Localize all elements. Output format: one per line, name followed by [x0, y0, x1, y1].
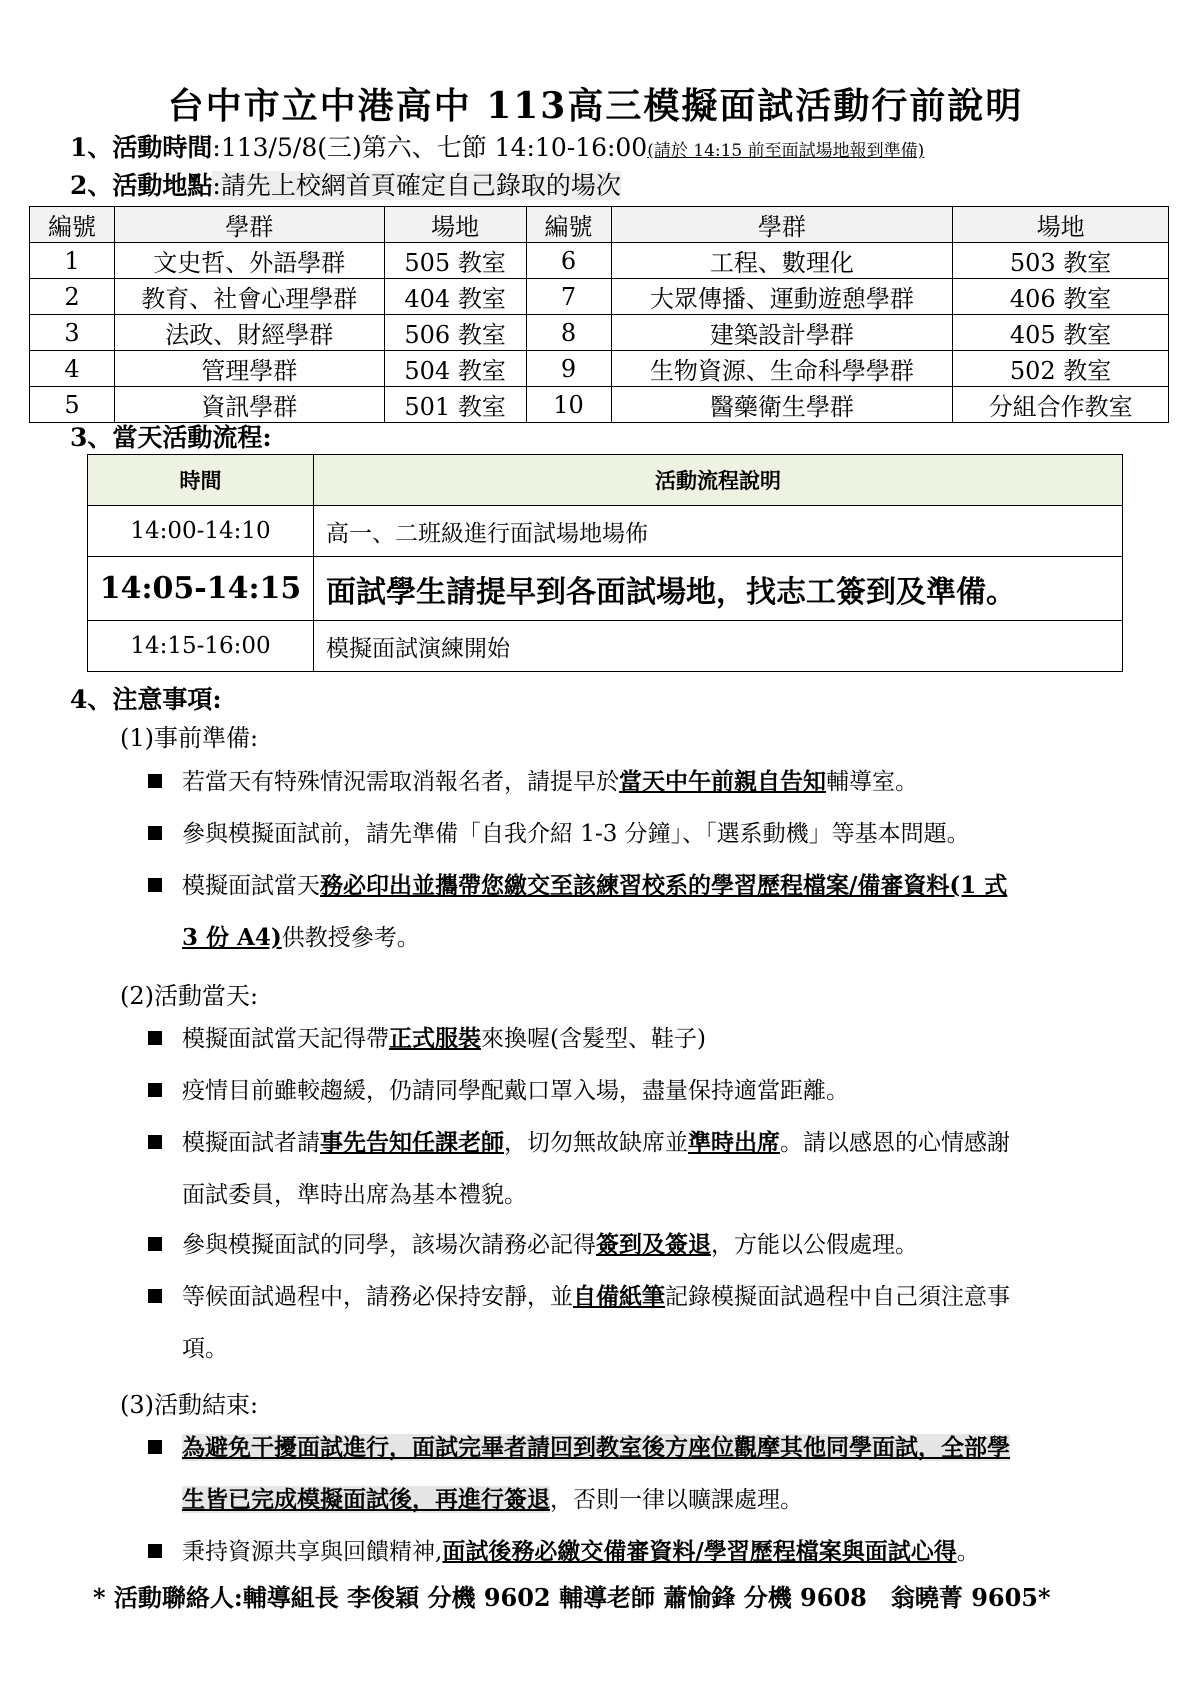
table-row: [30, 315, 1169, 351]
table-cell: 6: [526, 243, 611, 279]
venue-header-row: [30, 207, 1169, 243]
venue-header: 學群: [114, 207, 384, 243]
square-bullet-icon: [148, 1544, 162, 1558]
list-item: 疫情目前雖較趨緩，仍請同學配戴口罩入場，盡量保持適當距離。: [148, 1065, 1128, 1117]
notes-subheading: (2)活動當天:: [120, 982, 259, 1010]
table-cell: 7: [526, 279, 611, 315]
table-cell: 1: [30, 243, 115, 279]
list-item: 參與模擬面試前，請先準備「自我介紹 1-3 分鐘」、「選系動機」等基本問題。: [148, 808, 1128, 860]
table-cell: 生物資源、生命科學學群: [611, 351, 953, 387]
flow-time: 14:05-14:15: [88, 557, 314, 621]
notes-subheading: (1)事前準備:: [120, 724, 259, 752]
table-cell: 工程、數理化: [611, 243, 953, 279]
square-bullet-icon: [148, 826, 162, 840]
table-row: [88, 506, 1123, 557]
table-cell: 2: [30, 279, 115, 315]
square-bullet-icon: [148, 1440, 162, 1454]
flow-time: 14:00-14:10: [88, 506, 314, 557]
table-cell: 9: [526, 351, 611, 387]
table-cell: 501 教室: [384, 387, 526, 423]
table-cell: 管理學群: [114, 351, 384, 387]
square-bullet-icon: [148, 1135, 162, 1149]
table-cell: 404 教室: [384, 279, 526, 315]
table-cell: 建築設計學群: [611, 315, 953, 351]
flow-time: 14:15-16:00: [88, 621, 314, 672]
list-item: 模擬面試者請事先告知任課老師，切勿無故缺席並準時出席。請以感恩的心情感謝 面試委員，準時出席為基本禮貌。: [148, 1117, 1128, 1221]
list-item: 等候面試過程中，請務必保持安靜，並自備紙筆記錄模擬面試過程中自己須注意事 項。: [148, 1271, 1128, 1375]
table-row: [30, 279, 1169, 315]
table-cell: 406 教室: [953, 279, 1169, 315]
page-title: 台中市立中港高中 113高三模擬面試活動行前說明: [167, 85, 1024, 127]
table-cell: 分組合作教室: [953, 387, 1169, 423]
list-item: 為避免干擾面試進行，面試完畢者請回到教室後方座位觀摩其他同學面試，全部學 生皆已完成模擬面試後，再進行簽退，否則一律以曠課處理。: [148, 1422, 1128, 1526]
square-bullet-icon: [148, 1289, 162, 1303]
table-row: [88, 557, 1123, 621]
section-flow: 3、當天活動流程:: [70, 423, 272, 452]
table-cell: 大眾傳播、運動遊憩學群: [611, 279, 953, 315]
section-time: 1、活動時間:113/5/8(三)第六、七節 14:10-16:00(請於 14:15 前至面試場地報到準備): [70, 133, 925, 162]
venue-header: 學群: [611, 207, 953, 243]
table-row: [30, 351, 1169, 387]
table-cell: 文史哲、外語學群: [114, 243, 384, 279]
table-cell: 3: [30, 315, 115, 351]
list-item: 若當天有特殊情況需取消報名者，請提早於當天中午前親自告知輔導室。: [148, 756, 1128, 808]
venue-header: 編號: [30, 207, 115, 243]
square-bullet-icon: [148, 774, 162, 788]
table-cell: 5: [30, 387, 115, 423]
flow-header-row: [88, 455, 1123, 506]
contact-line: * 活動聯絡人:輔導組長 李俊穎 分機 9602 輔導老師 蕭愉鋒 分機 9608 翁曉菁 9605*: [93, 1583, 1051, 1612]
venue-header: 場地: [953, 207, 1169, 243]
table-cell: 505 教室: [384, 243, 526, 279]
table-row: [30, 243, 1169, 279]
list-item: 模擬面試當天務必印出並攜帶您繳交至該練習校系的學習歷程檔案/備審資料(1 式 3 份 A4)供教授參考。: [148, 860, 1128, 964]
table-cell: 506 教室: [384, 315, 526, 351]
table-row: [88, 621, 1123, 672]
square-bullet-icon: [148, 878, 162, 892]
table-cell: 405 教室: [953, 315, 1169, 351]
table-cell: 教育、社會心理學群: [114, 279, 384, 315]
notes-subheading: (3)活動結束:: [120, 1391, 259, 1419]
venue-header: 場地: [384, 207, 526, 243]
table-cell: 503 教室: [953, 243, 1169, 279]
square-bullet-icon: [148, 1031, 162, 1045]
flow-table: [87, 454, 1123, 672]
square-bullet-icon: [148, 1083, 162, 1097]
table-cell: 10: [526, 387, 611, 423]
section-location: 2、活動地點:請先上校網首頁確定自己錄取的場次: [70, 171, 621, 200]
flow-header: 時間: [88, 455, 314, 506]
flow-desc: 高一、二班級進行面試場地場佈: [314, 506, 1123, 557]
table-cell: 8: [526, 315, 611, 351]
square-bullet-icon: [148, 1237, 162, 1251]
table-cell: 法政、財經學群: [114, 315, 384, 351]
flow-header: 活動流程說明: [314, 455, 1123, 506]
flow-desc: 面試學生請提早到各面試場地，找志工簽到及準備。: [314, 557, 1123, 621]
table-cell: 502 教室: [953, 351, 1169, 387]
table-cell: 504 教室: [384, 351, 526, 387]
table-cell: 醫藥衛生學群: [611, 387, 953, 423]
list-item: 模擬面試當天記得帶正式服裝來換喔(含髮型、鞋子): [148, 1013, 1128, 1065]
list-item: 參與模擬面試的同學，該場次請務必記得簽到及簽退，方能以公假處理。: [148, 1219, 1128, 1271]
venue-table: [29, 206, 1169, 423]
venue-header: 編號: [526, 207, 611, 243]
table-cell: 資訊學群: [114, 387, 384, 423]
section-notes: 4、注意事項:: [70, 685, 222, 714]
flow-desc: 模擬面試演練開始: [314, 621, 1123, 672]
table-cell: 4: [30, 351, 115, 387]
list-item: 秉持資源共享與回饋精神,面試後務必繳交備審資料/學習歷程檔案與面試心得。: [148, 1526, 1128, 1578]
